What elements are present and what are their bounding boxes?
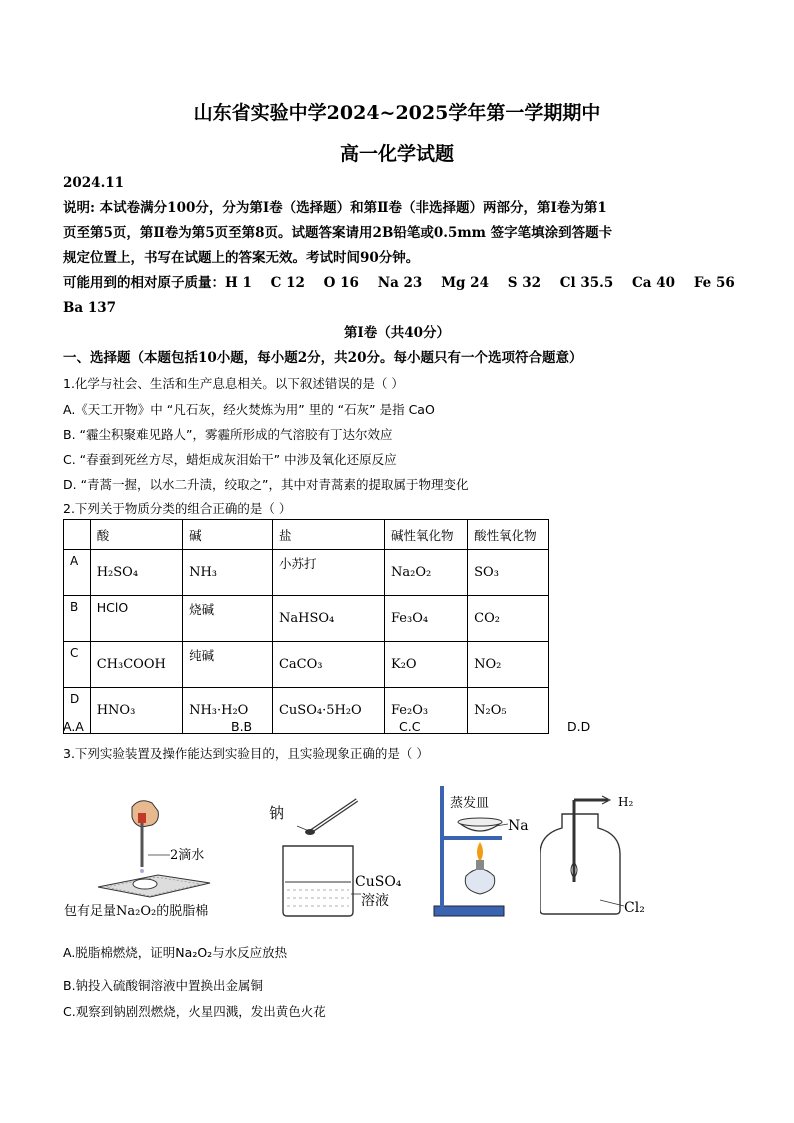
row-label: A [64, 550, 91, 596]
cell: 烧碱 [183, 596, 273, 642]
cell: CuSO₄·5H₂O [272, 688, 384, 734]
section-heading: 一、选择题（本题包括10小题，每小题2分，共20分。每小题只有一个选项符合题意） [63, 350, 583, 366]
row-label: D [64, 688, 91, 734]
q1-option-d: D. “青蒿一握，以水二升渍，绞取之”，其中对青蒿素的提取属于物理变化 [63, 477, 469, 492]
q1-stem: 1.化学与社会、生活和生产息息相关。以下叙述错误的是（ ） [63, 376, 404, 391]
cell: N₂O₅ [468, 688, 549, 734]
q2-option-c: C.C [399, 719, 421, 734]
q1-option-b: B. “霾尘积聚难见路人”，雾霾所形成的气溶胶有丁达尔效应 [63, 427, 393, 442]
cell: K₂O [384, 642, 467, 688]
exam-title: 山东省实验中学2024~2025学年第一学期期中 [193, 102, 601, 124]
label-na: Na [508, 818, 529, 834]
label-h2: H₂ [618, 795, 634, 809]
cell: 小苏打 [272, 550, 384, 596]
classification-table [63, 519, 549, 734]
q2-option-d: D.D [567, 719, 591, 734]
label-drops: 2滴水 [170, 848, 205, 863]
cell: NH₃ [183, 550, 273, 596]
row-label: B [64, 596, 91, 642]
q2-stem: 2.下列关于物质分类的组合正确的是（ ） [63, 501, 292, 516]
exam-date: 2024.11 [63, 175, 125, 191]
q3-stem: 3.下列实验装置及操作能达到实验目的，且实验现象正确的是（ ） [63, 746, 429, 761]
bottle-icon [540, 814, 620, 914]
stand-rod-icon [440, 786, 444, 908]
figure-cotton-experiment [60, 795, 260, 925]
q1-option-c: C. “春蚕到死丝方尽，蜡炬成灰泪始干” 中涉及氧化还原反应 [63, 452, 397, 467]
label-dish: 蒸发皿 [450, 796, 490, 811]
q2-option-a: A.A [63, 719, 84, 734]
flame-icon [477, 842, 483, 862]
atomic-masses-line-1: 可能用到的相对原子质量：H 1 C 12 O 16 Na 23 Mg 24 S 32 Cl 35.5 Ca 40 Fe 56 [63, 275, 735, 291]
cell: Na₂O₂ [384, 550, 467, 596]
label-cotton: 包有足量Na₂O₂的脱脂棉 [64, 904, 209, 919]
label-solution: 溶液 [361, 893, 389, 909]
cell: CaCO₃ [272, 642, 384, 688]
row-label: C [64, 642, 91, 688]
cell: CO₂ [468, 596, 549, 642]
instructions-line-2: 页至第5页，第Ⅱ卷为第5页至第8页。试题答案请用2B铅笔或0.5mm 签字笔填涂到答题卡 [63, 225, 613, 241]
header-acidic-oxide: 酸性氧化物 [468, 520, 549, 550]
cell: Fe₂O₃ [384, 688, 467, 734]
cell: Fe₃O₄ [384, 596, 467, 642]
cell: HClO [90, 596, 182, 642]
header-basic-oxide: 碱性氧化物 [384, 520, 467, 550]
stand-base-icon [434, 906, 504, 916]
atomic-masses-line-2: Ba 137 [63, 300, 117, 316]
cell: NO₂ [468, 642, 549, 688]
q1-option-a: A.《天工开物》中 “凡石灰，经火焚炼为用” 里的 “石灰” 是指 CaO [63, 402, 435, 417]
label-cl2: Cl₂ [624, 900, 645, 916]
instructions-line-1: 说明: 本试卷满分100分，分为第Ⅰ卷（选择题）和第Ⅱ卷（非选择题）两部分，第Ⅰ卷为第1 [63, 200, 607, 216]
cell: H₂SO₄ [90, 550, 182, 596]
cell: 纯碱 [183, 642, 273, 688]
header-acid: 酸 [90, 520, 182, 550]
label-cuso4: CuSO₄ [355, 874, 402, 890]
q3-option-a: A.脱脂棉燃烧，证明Na₂O₂与水反应放热 [63, 945, 288, 960]
instructions-line-3: 规定位置上，书写在试题上的答案无效。考试时间90分钟。 [63, 250, 420, 266]
q2-option-b: B.B [231, 719, 253, 734]
part-title: 第Ⅰ卷（共40分） [343, 325, 451, 341]
figure-sodium-beaker [265, 790, 425, 925]
cell: CH₃COOH [90, 642, 182, 688]
label-sodium: 钠 [269, 804, 285, 822]
exam-subtitle: 高一化学试题 [339, 143, 454, 165]
lamp-icon [465, 869, 494, 894]
figure-gas-bottle [540, 790, 670, 925]
q3-option-c: C.观察到钠剧烈燃烧，火星四溅，发出黄色火花 [63, 1004, 326, 1019]
cell: NaHSO₄ [272, 596, 384, 642]
q3-option-b: B.钠投入硫酸铜溶液中置换出金属铜 [63, 978, 264, 993]
header-salt: 盐 [272, 520, 384, 550]
cell: SO₃ [468, 550, 549, 596]
figure-evaporating-dish [430, 780, 540, 925]
corner-cell [64, 520, 91, 550]
cell: HNO₃ [90, 688, 182, 734]
cell: NH₃·H₂O [183, 688, 273, 734]
header-base: 碱 [183, 520, 273, 550]
